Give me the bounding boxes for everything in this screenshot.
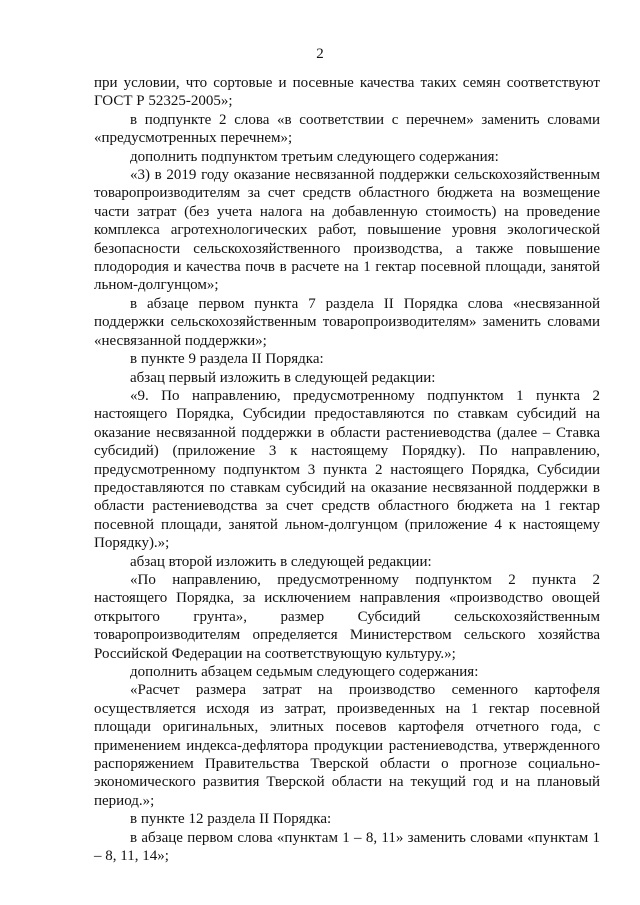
paragraph: абзац первый изложить в следующей редакции: <box>130 369 436 386</box>
document-body <box>94 74 600 865</box>
paragraph: в абзаце первом пункта 7 раздела II Порядка слова «несвязанной поддержки сельскохозяйственным товаропроизводителям» заменить словами «несвязанной поддержки»; <box>94 295 600 349</box>
page-number: 2 <box>316 46 324 62</box>
paragraph: дополнить подпунктом третьим следующего содержания: <box>130 148 499 165</box>
paragraph: «Расчет размера затрат на производство семенного картофеля осуществляется исходя из затрат, произведенных на 1 гектар посевной площади оригинальных, элитных посевов картофеля отчетного года, с применением индекса-дефлятора продукции растениеводства, утвержденного распоряжением Правительства Тверской области о прогнозе социально-экономического развития Тверской области на текущий год и на плановый период.»; <box>94 682 600 809</box>
paragraph: в абзаце первом слова «пунктам 1 – 8, 11» заменить словами «пунктам 1 – 8, 11, 14»; <box>94 829 600 865</box>
paragraph: при условии, что сортовые и посевные качества таких семян соответствуют ГОСТ Р 52325-2005»; <box>94 75 600 110</box>
paragraph: «По направлению, предусмотренному подпунктом 2 пункта 2 настоящего Порядка, за исключением направления «производство овощей открытого грунта», размер Субсидий сельскохозяйственным товаропроизводителям определяется Министерством сельского хозяйства Российской Федерации на соответствующую культуру.»; <box>94 571 600 662</box>
paragraph: «9. По направлению, предусмотренному подпунктом 1 пункта 2 настоящего Порядка, Субсидии предоставляются по ставкам субсидий на оказание несвязанной поддержки в области растениеводства (далее – Ставка субсидий) (приложение 3 к настоящему Порядку). По направлению, предусмотренному подпунктом 3 пункта 2 настоящего Порядка, Субсидии предоставляются по ставкам субсидий на оказание несвязанной поддержки в области растениеводства за счет средств областного бюджета на 1 гектар посевной площади, занятой льном-долгунцом (приложение 4 к настоящему Порядку).»; <box>94 387 600 552</box>
paragraph: «3) в 2019 году оказание несвязанной поддержки сельскохозяйственным товаропроизводителям за счет средств областного бюджета на возмещение части затрат (без учета налога на добавленную стоимость) на проведение комплекса агротехнологических работ, повышение уровня экологической безопасности сельскохозяйственного производства, а также повышение плодородия и качества почв в расчете на 1 гектар посевной площади, занятой льном-долгунцом»; <box>94 167 600 294</box>
paragraph: в пункте 12 раздела II Порядка: <box>130 811 332 828</box>
paragraph: в подпункте 2 слова «в соответствии с перечнем» заменить словами «предусмотренных перечнем»; <box>94 111 600 147</box>
paragraph: в пункте 9 раздела II Порядка: <box>130 351 324 368</box>
paragraph: абзац второй изложить в следующей редакции: <box>130 553 432 570</box>
paragraph: дополнить абзацем седьмым следующего содержания: <box>130 664 479 680</box>
